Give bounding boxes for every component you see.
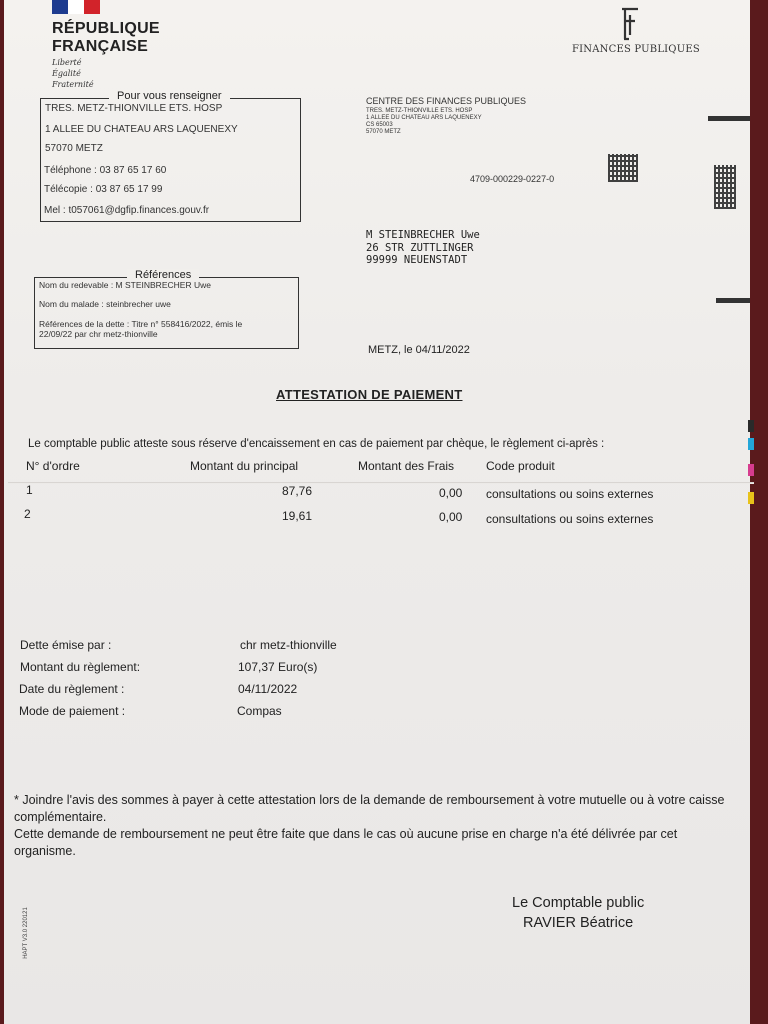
page-title: ATTESTATION DE PAIEMENT xyxy=(276,387,463,402)
republic-motto: Liberté Égalité Fraternité xyxy=(52,58,94,89)
info-fax: Télécopie : 03 87 65 17 99 xyxy=(44,184,163,195)
mode-paiement-value: Compas xyxy=(237,704,282,718)
cfp-line: CS 65003 xyxy=(366,122,393,128)
document-page xyxy=(4,0,750,1024)
info-line: 57070 METZ xyxy=(45,143,103,154)
print-mark-magenta xyxy=(748,464,754,476)
ref-malade: Nom du malade : steinbrecher uwe xyxy=(39,299,171,309)
ref-dette: 22/09/22 par chr metz-thionville xyxy=(39,329,158,339)
form-version-code: HAPT V3.0 220121 xyxy=(22,907,29,959)
print-mark-black xyxy=(748,420,754,432)
document-date: METZ, le 04/11/2022 xyxy=(368,344,470,356)
info-box-legend: Pour vous renseigner xyxy=(109,90,230,102)
intro-text: Le comptable public atteste sous réserve d'encaissement en cas de paiement par chèque, le règlement ci-après : xyxy=(28,438,605,450)
cfp-title: CENTRE DES FINANCES PUBLIQUES xyxy=(366,96,527,106)
cell-code: consultations ou soins externes xyxy=(486,512,654,526)
montant-label: Montant du règlement: xyxy=(20,660,141,674)
date-reglement-label: Date du règlement : xyxy=(19,682,125,696)
col-header-principal: Montant du principal xyxy=(190,459,299,473)
col-header-code: Code produit xyxy=(486,459,555,473)
reimbursement-note: * Joindre l'avis des sommes à payer à cette attestation lors de la demande de remboursement à votre mutuelle ou à votre caisse complémentaire. Cette demande de remboursement ne peut être faite que dans le cas où aucune prise en charge n'a été délivrée par cet organisme. xyxy=(14,793,725,858)
print-mark-cyan xyxy=(748,438,754,450)
recipient-address: M STEINBRECHER Uwe 26 STR ZUTTLINGER 99999 NEUENSTADT xyxy=(366,229,480,266)
cfp-line: TRES. METZ-THIONVILLE ETS. HOSP xyxy=(366,108,473,114)
republique-francaise-logo: RÉPUBLIQUE FRANÇAISE xyxy=(52,20,160,55)
datamatrix-code-icon xyxy=(608,154,638,182)
paper-fold-line xyxy=(8,482,754,484)
ref-dette: Références de la dette : Titre n° 558416/2022, émis le xyxy=(39,319,243,329)
signature-block: Le Comptable public RAVIER Béatrice xyxy=(512,895,645,931)
cell-principal: 19,61 xyxy=(282,509,313,523)
document-reference-number: 4709-000229-0227-0 xyxy=(470,174,555,184)
cell-frais: 0,00 xyxy=(439,486,463,500)
cell-frais: 0,00 xyxy=(439,510,463,524)
info-line: TRES. METZ-THIONVILLE ETS. HOSP xyxy=(45,103,223,114)
fold-mark xyxy=(716,298,750,303)
mode-paiement-label: Mode de paiement : xyxy=(19,704,126,718)
date-reglement-value: 04/11/2022 xyxy=(238,682,298,696)
fold-mark xyxy=(708,116,750,121)
info-mail: Mel : t057061@dgfip.finances.gouv.fr xyxy=(44,205,210,216)
references-box xyxy=(34,269,299,349)
col-header-frais: Montant des Frais xyxy=(358,459,455,473)
references-legend: Références xyxy=(127,269,199,281)
cfp-line: 1 ALLEE DU CHATEAU ARS LAQUENEXY xyxy=(366,115,482,121)
dette-value: chr metz-thionville xyxy=(240,638,337,652)
montant-value: 107,37 Euro(s) xyxy=(238,660,318,674)
cell-principal: 87,76 xyxy=(282,484,313,498)
ref-redevable: Nom du redevable : M STEINBRECHER Uwe xyxy=(39,280,211,290)
dette-label: Dette émise par : xyxy=(20,638,112,652)
cell-code: consultations ou soins externes xyxy=(486,487,654,501)
info-line: 1 ALLEE DU CHATEAU ARS LAQUENEXY xyxy=(45,124,238,135)
cell-ordre: 2 xyxy=(24,507,31,521)
info-phone: Téléphone : 03 87 65 17 60 xyxy=(44,165,167,176)
cell-ordre: 1 xyxy=(26,483,33,497)
finances-publiques-label: FINANCES PUBLIQUES xyxy=(572,44,700,55)
col-header-ordre: N° d'ordre xyxy=(26,459,80,473)
fp-monogram-icon xyxy=(616,5,644,43)
print-mark-yellow xyxy=(748,492,754,504)
barcode-icon xyxy=(714,165,736,209)
info-box xyxy=(40,90,301,222)
french-flag-icon xyxy=(52,0,100,14)
cfp-line: 57070 METZ xyxy=(366,129,401,135)
